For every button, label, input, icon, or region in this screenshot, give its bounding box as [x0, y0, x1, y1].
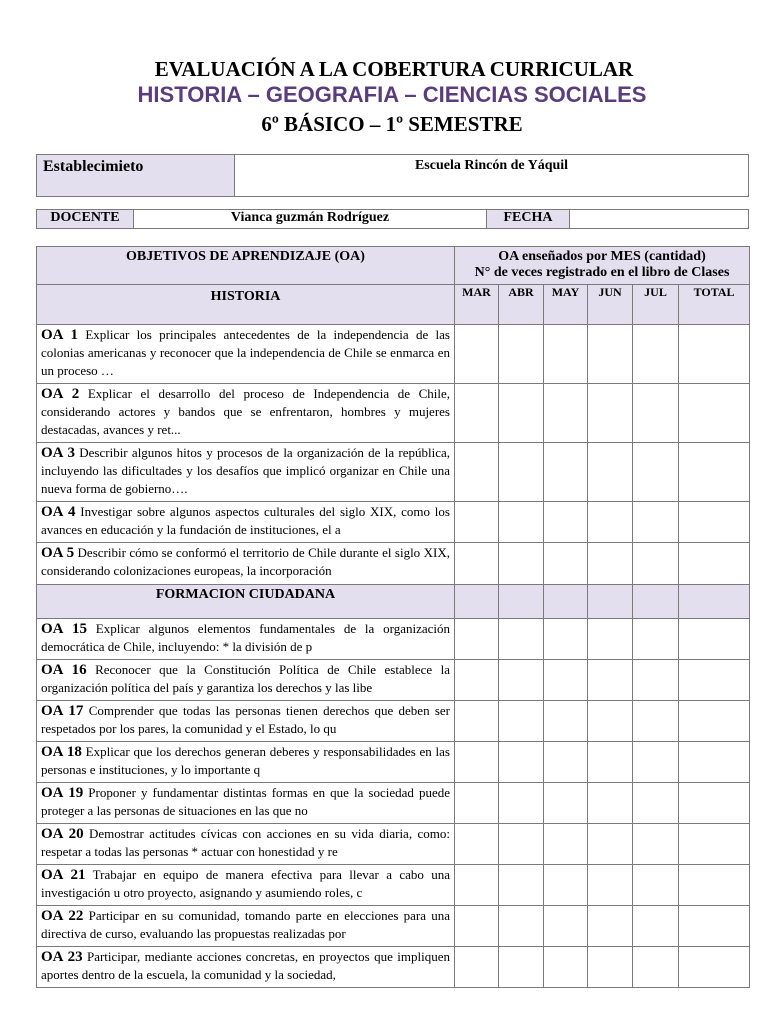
section-row	[37, 585, 750, 619]
month-count-cell[interactable]	[633, 824, 679, 865]
month-count-cell[interactable]	[455, 384, 499, 443]
objective-code: OA 22	[41, 908, 84, 924]
establishment-value[interactable]: Escuela Rincón de Yáquil	[235, 155, 749, 197]
section-empty-cell	[455, 585, 499, 619]
table-row	[37, 384, 750, 443]
month-count-cell[interactable]	[633, 701, 679, 742]
table-row	[37, 824, 750, 865]
objective-text: Explicar los principales antecedentes de la independencia de las colonias americanas y reconocer que la independencia de Chile se enmarca en un proceso …	[41, 327, 450, 378]
objective-cell	[37, 947, 455, 988]
objective-text: Investigar sobre algunos aspectos culturales del siglo XIX, como los avances en educación y la fundación de instituciones, el a	[41, 504, 450, 537]
section-empty-cell	[588, 585, 633, 619]
month-count-cell[interactable]	[679, 443, 750, 502]
objective-text: Describir algunos hitos y procesos de la organización de la república, incluyendo las dificultades y los desafíos que implicó organizar en Chile una nueva forma de gobierno….	[41, 445, 450, 496]
table-row	[37, 502, 750, 543]
month-count-cell[interactable]	[455, 502, 499, 543]
month-count-cell[interactable]	[679, 325, 750, 384]
table-row	[37, 865, 750, 906]
month-count-cell[interactable]	[679, 543, 750, 585]
month-count-cell[interactable]	[544, 384, 588, 443]
month-count-cell[interactable]	[499, 443, 544, 502]
month-count-cell[interactable]	[679, 865, 750, 906]
month-count-cell[interactable]	[544, 824, 588, 865]
objective-code: OA 1	[41, 327, 78, 343]
document-title: EVALUACIÓN A LA COBERTURA CURRICULAR	[154, 57, 634, 81]
table-row	[37, 947, 750, 988]
month-count-cell[interactable]	[633, 906, 679, 947]
month-header: MAR	[455, 285, 499, 325]
section-historia: HISTORIA	[37, 285, 455, 325]
establishment-table	[36, 154, 749, 197]
month-header: TOTAL	[679, 285, 750, 325]
month-count-cell[interactable]	[588, 325, 633, 384]
month-count-cell[interactable]	[499, 502, 544, 543]
month-count-cell[interactable]	[633, 947, 679, 988]
month-count-cell[interactable]	[679, 384, 750, 443]
month-count-cell[interactable]	[588, 543, 633, 585]
section-empty-cell	[679, 585, 750, 619]
objective-text: Reconocer que la Constitución Política de Chile establece la organización política del país y garantiza los derechos y las libe	[41, 662, 450, 695]
month-count-cell[interactable]	[499, 824, 544, 865]
objective-code: OA 19	[41, 785, 84, 801]
month-count-cell[interactable]	[544, 906, 588, 947]
month-count-cell[interactable]	[544, 619, 588, 660]
month-count-cell[interactable]	[499, 543, 544, 585]
month-count-cell[interactable]	[499, 947, 544, 988]
objective-cell	[37, 865, 455, 906]
objective-code: OA 20	[41, 826, 84, 842]
objective-cell	[37, 783, 455, 824]
table-row	[37, 325, 750, 384]
table-row	[37, 783, 750, 824]
month-count-cell[interactable]	[455, 443, 499, 502]
objective-cell	[37, 502, 455, 543]
section-formacion: FORMACION CIUDADANA	[37, 585, 455, 619]
month-count-cell[interactable]	[499, 619, 544, 660]
objective-cell	[37, 325, 455, 384]
month-count-cell[interactable]	[544, 443, 588, 502]
month-count-cell[interactable]	[455, 947, 499, 988]
month-count-cell[interactable]	[588, 660, 633, 701]
month-count-cell[interactable]	[499, 906, 544, 947]
month-count-cell[interactable]	[455, 701, 499, 742]
month-count-cell[interactable]	[499, 742, 544, 783]
month-count-cell[interactable]	[633, 865, 679, 906]
objective-cell	[37, 384, 455, 443]
objective-cell	[37, 543, 455, 585]
month-header: JUL	[633, 285, 679, 325]
objective-text: Describir cómo se conformó el territorio de Chile durante el siglo XIX, considerando colonizaciones europeas, la incorporación	[41, 545, 450, 578]
objective-cell	[37, 824, 455, 865]
subject-title: HISTORIA – GEOGRAFIA – CIENCIAS SOCIALES	[137, 82, 647, 107]
month-count-cell[interactable]	[588, 502, 633, 543]
month-count-cell[interactable]	[588, 865, 633, 906]
objective-code: OA 15	[41, 621, 87, 637]
month-count-cell[interactable]	[544, 325, 588, 384]
date-label: FECHA	[487, 210, 570, 229]
month-count-cell[interactable]	[455, 619, 499, 660]
month-count-cell[interactable]	[544, 543, 588, 585]
month-count-cell[interactable]	[633, 660, 679, 701]
table-row	[37, 619, 750, 660]
month-count-cell[interactable]	[633, 384, 679, 443]
month-count-cell[interactable]	[633, 742, 679, 783]
month-count-cell[interactable]	[588, 824, 633, 865]
month-count-cell[interactable]	[455, 865, 499, 906]
objective-text: Proponer y fundamentar distintas formas en que la sociedad puede proteger a las personas de situaciones en las que no	[41, 785, 450, 818]
month-count-cell[interactable]	[455, 660, 499, 701]
objective-code: OA 17	[41, 703, 84, 719]
month-count-cell[interactable]	[633, 619, 679, 660]
month-count-cell[interactable]	[544, 783, 588, 824]
objective-cell	[37, 906, 455, 947]
month-count-cell[interactable]	[679, 660, 750, 701]
months-header	[455, 247, 750, 285]
month-count-cell[interactable]	[544, 502, 588, 543]
month-count-cell[interactable]	[455, 824, 499, 865]
month-count-cell[interactable]	[455, 906, 499, 947]
month-count-cell[interactable]	[544, 701, 588, 742]
objective-cell	[37, 701, 455, 742]
section-empty-cell	[633, 585, 679, 619]
objective-text: Demostrar actitudes cívicas con acciones en su vida diaria, como: respetar a todas las personas * actuar con honestidad y re	[41, 826, 450, 859]
table-row	[37, 701, 750, 742]
objective-text: Trabajar en equipo de manera efectiva para llevar a cabo una investigación u otro proyecto, asignando y asumiendo roles, c	[41, 867, 450, 900]
objective-cell	[37, 443, 455, 502]
month-count-cell[interactable]	[633, 443, 679, 502]
objective-text: Comprender que todas las personas tienen derechos que deben ser respetados por los pares, la comunidad y el Estado, lo qu	[41, 703, 450, 736]
months-header-line-1: OA enseñados por MES (cantidad)	[498, 249, 706, 264]
month-count-cell[interactable]	[499, 660, 544, 701]
month-count-cell[interactable]	[455, 742, 499, 783]
level-title: 6º BÁSICO – 1º SEMESTRE	[261, 112, 523, 136]
month-count-cell[interactable]	[679, 502, 750, 543]
objective-code: OA 2	[41, 386, 80, 402]
section-empty-cell	[499, 585, 544, 619]
date-value[interactable]	[570, 210, 749, 229]
month-header: JUN	[588, 285, 633, 325]
table-row	[37, 906, 750, 947]
month-count-cell[interactable]	[588, 742, 633, 783]
month-count-cell[interactable]	[499, 783, 544, 824]
month-count-cell[interactable]	[679, 824, 750, 865]
month-count-cell[interactable]	[588, 443, 633, 502]
month-count-cell[interactable]	[679, 906, 750, 947]
month-header: MAY	[544, 285, 588, 325]
month-header: ABR	[499, 285, 544, 325]
month-count-cell[interactable]	[679, 619, 750, 660]
month-count-cell[interactable]	[499, 701, 544, 742]
months-header-line-2: N° de veces registrado en el libro de Clases	[474, 265, 730, 280]
objectives-header: OBJETIVOS DE APRENDIZAJE (OA)	[37, 247, 455, 285]
month-count-cell[interactable]	[588, 947, 633, 988]
month-count-cell[interactable]	[679, 701, 750, 742]
objective-text: Explicar el desarrollo del proceso de Independencia de Chile, considerando actores y bandos que se enfrentaron, hombres y mujeres destacadas, avances y ret...	[41, 386, 450, 437]
coverage-table	[36, 246, 750, 988]
month-count-cell[interactable]	[588, 701, 633, 742]
month-count-cell[interactable]	[588, 783, 633, 824]
objective-code: OA 3	[41, 445, 75, 461]
table-row	[37, 742, 750, 783]
section-empty-cell	[544, 585, 588, 619]
objective-code: OA 16	[41, 662, 87, 678]
month-count-cell[interactable]	[499, 384, 544, 443]
objective-text: Explicar algunos elementos fundamentales de la organización democrática de Chile, incluyendo: * la división de p	[41, 621, 450, 654]
month-count-cell[interactable]	[455, 325, 499, 384]
objective-cell	[37, 660, 455, 701]
table-row	[37, 660, 750, 701]
month-count-cell[interactable]	[455, 783, 499, 824]
month-count-cell[interactable]	[588, 619, 633, 660]
month-count-cell[interactable]	[588, 384, 633, 443]
objective-text: Participar en su comunidad, tomando parte en elecciones para una directiva de curso, evaluando las propuestas realizadas por	[41, 908, 450, 941]
month-count-cell[interactable]	[499, 325, 544, 384]
teacher-label: DOCENTE	[37, 210, 134, 229]
month-count-cell[interactable]	[633, 502, 679, 543]
month-count-cell[interactable]	[679, 783, 750, 824]
month-count-cell[interactable]	[455, 543, 499, 585]
objective-code: OA 21	[41, 867, 86, 883]
month-count-cell[interactable]	[544, 660, 588, 701]
month-count-cell[interactable]	[633, 783, 679, 824]
month-count-cell[interactable]	[679, 742, 750, 783]
objective-code: OA 4	[41, 504, 76, 520]
month-count-cell[interactable]	[633, 543, 679, 585]
objective-code: OA 18	[41, 744, 82, 760]
objective-text: Participar, mediante acciones concretas, en proyectos que impliquen aportes dentro de la escuela, la comunidad y la sociedad,	[41, 949, 450, 982]
month-count-cell[interactable]	[633, 325, 679, 384]
objective-code: OA 23	[41, 949, 83, 965]
month-count-cell[interactable]	[544, 865, 588, 906]
establishment-label: Establecimieto	[37, 155, 235, 197]
table-row	[37, 543, 750, 585]
objective-cell	[37, 742, 455, 783]
month-count-cell[interactable]	[679, 947, 750, 988]
teacher-value[interactable]: Vianca guzmán Rodríguez	[134, 210, 487, 229]
month-count-cell[interactable]	[588, 906, 633, 947]
objective-code: OA 5	[41, 545, 75, 561]
teacher-table	[36, 209, 749, 229]
month-count-cell[interactable]	[544, 742, 588, 783]
objective-text: Explicar que los derechos generan deberes y responsabilidades en las personas e instituciones, y lo importante q	[41, 744, 450, 777]
table-row	[37, 443, 750, 502]
month-count-cell[interactable]	[499, 865, 544, 906]
objective-cell	[37, 619, 455, 660]
month-count-cell[interactable]	[544, 947, 588, 988]
